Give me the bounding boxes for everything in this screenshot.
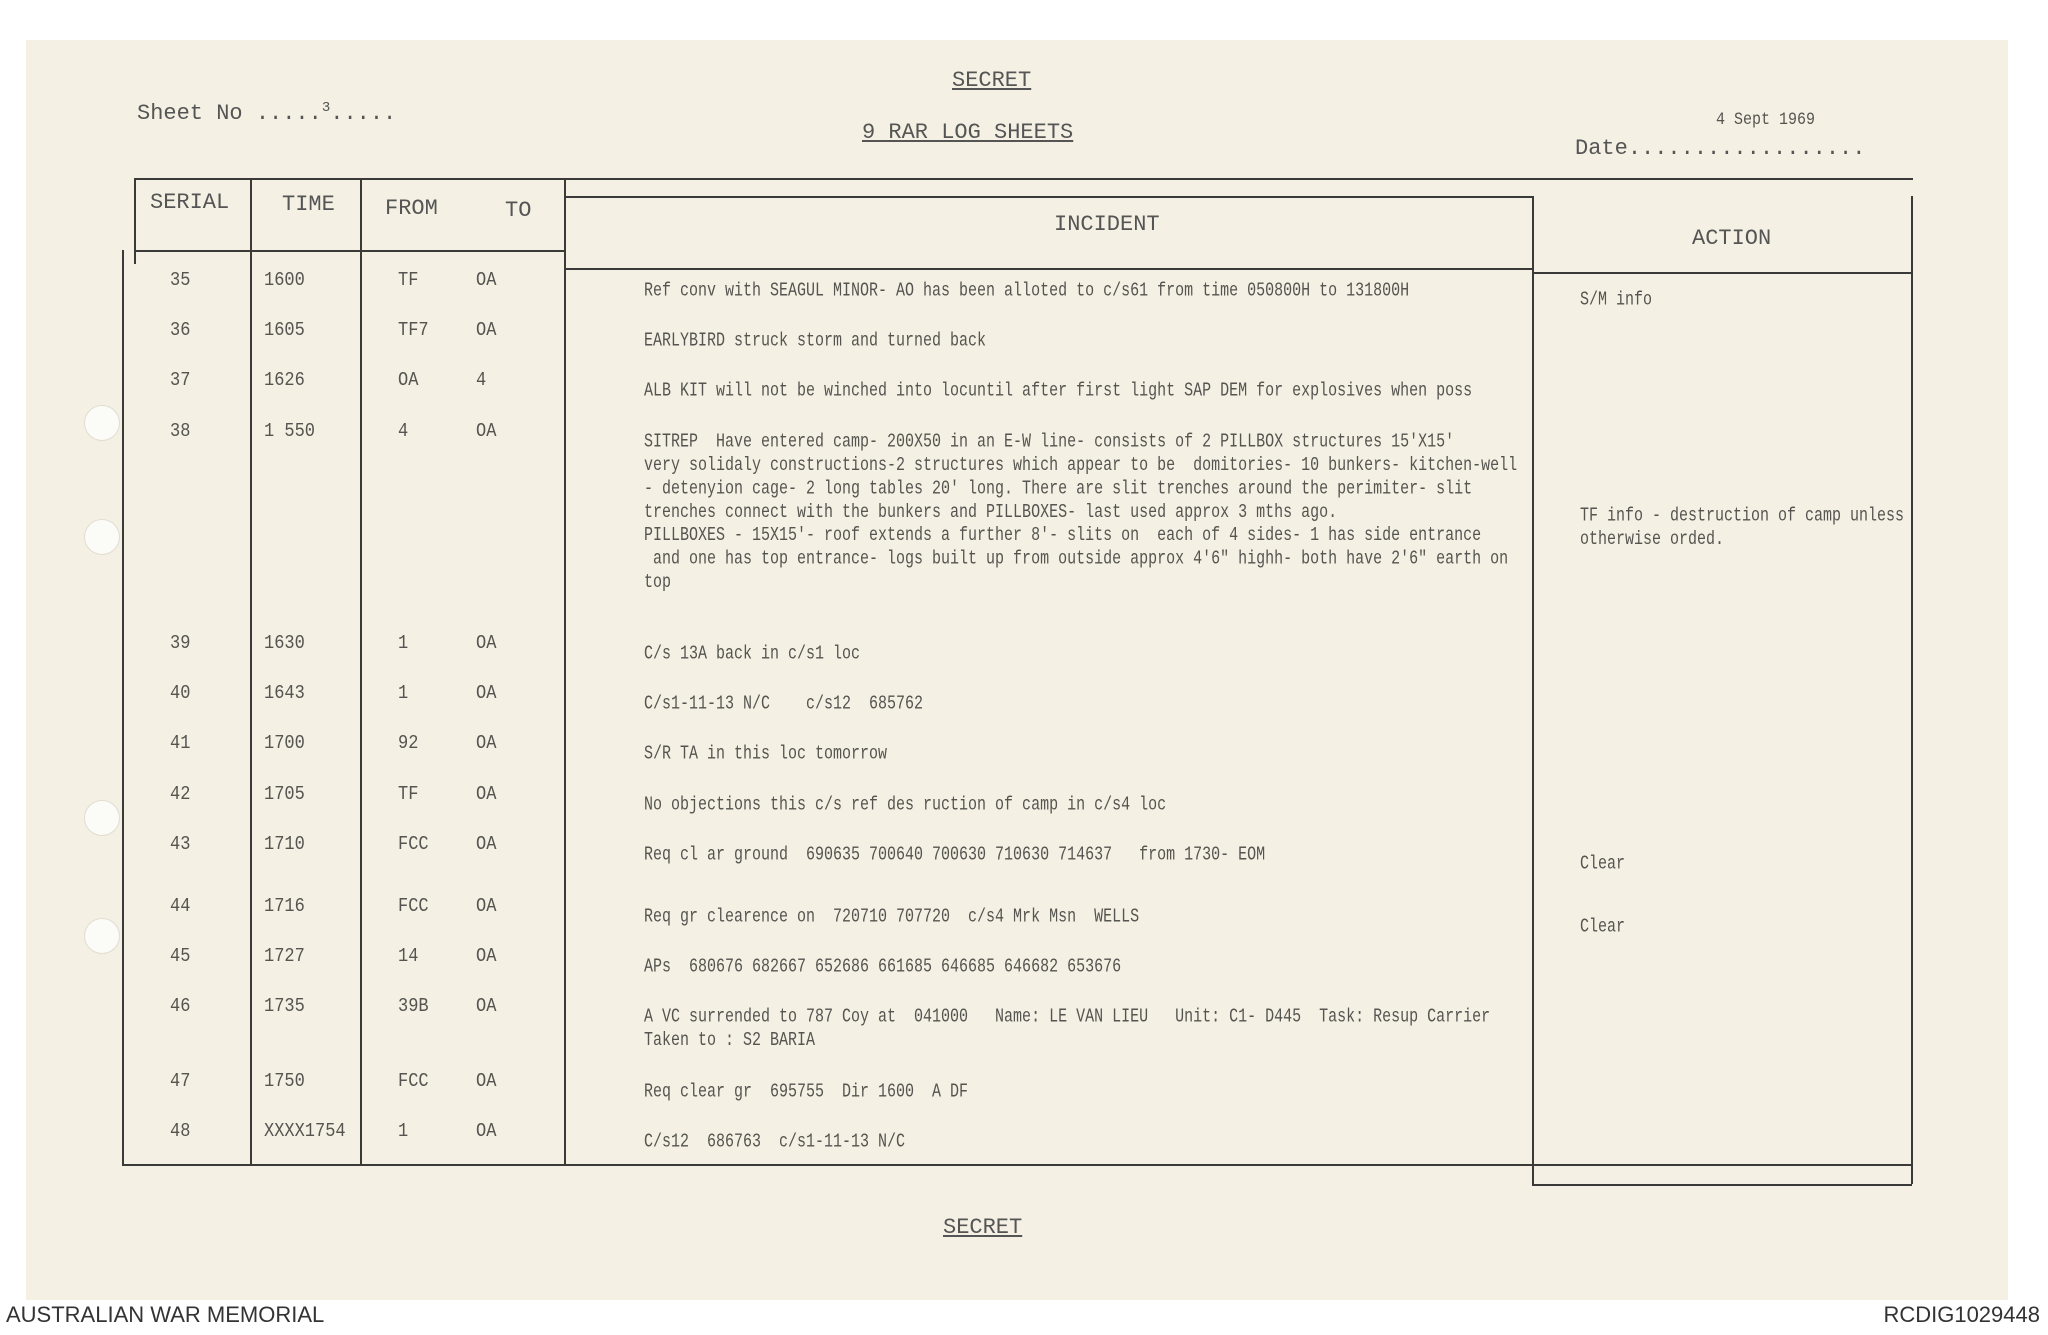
from-cell: FCC — [398, 834, 429, 856]
incident-cell: Ref conv with SEAGUL MINOR- AO has been alloted to c/s61 from time 050800H to 131800H — [644, 280, 1410, 303]
punch-hole — [84, 918, 120, 954]
incident-cell: S/R TA in this loc tomorrow — [644, 743, 888, 766]
col-header-serial: SERIAL — [150, 190, 230, 215]
from-cell: 1 — [398, 633, 409, 655]
incident-cell: Req gr clearence on 720710 707720 c/s4 Mrk Msn WELLS — [644, 906, 1140, 929]
serial-cell: 38 — [170, 421, 191, 443]
time-cell: 1710 — [264, 834, 305, 856]
serial-cell: 35 — [170, 270, 191, 292]
col-header-incident: INCIDENT — [1054, 212, 1160, 237]
time-cell: 1700 — [264, 733, 305, 755]
page-title: 9 RAR LOG SHEETS — [862, 120, 1074, 145]
serial-cell: 41 — [170, 733, 191, 755]
from-cell: FCC — [398, 1071, 429, 1093]
from-cell: 14 — [398, 946, 419, 968]
col-header-action: ACTION — [1692, 226, 1772, 251]
from-cell: 1 — [398, 1121, 409, 1143]
time-cell: 1 550 — [264, 421, 316, 443]
serial-cell: 42 — [170, 784, 191, 806]
archive-name: AUSTRALIAN WAR MEMORIAL — [6, 1302, 325, 1327]
incident-cell: Req clear gr 695755 Dir 1600 A DF — [644, 1081, 969, 1104]
serial-cell: 45 — [170, 946, 191, 968]
incident-cell: No objections this c/s ref des ruction of camp in c/s4 loc — [644, 794, 1167, 817]
to-cell: OA — [476, 784, 497, 806]
archive-id: RCDIG1029448 — [1883, 1302, 2040, 1327]
from-cell: 92 — [398, 733, 419, 755]
to-cell: OA — [476, 996, 497, 1018]
time-cell: 1626 — [264, 370, 305, 392]
to-cell: 4 — [476, 370, 487, 392]
time-cell: 1643 — [264, 683, 305, 705]
to-cell: OA — [476, 320, 497, 342]
time-cell: 1716 — [264, 896, 305, 918]
serial-cell: 37 — [170, 370, 191, 392]
to-cell: OA — [476, 633, 497, 655]
incident-cell: A VC surrended to 787 Coy at 041000 Name: LE VAN LIEU Unit: C1- D445 Task: Resup Carrier Taken to : S2 BARIA — [644, 1006, 1491, 1052]
col-header-to: TO — [505, 198, 532, 223]
to-cell: OA — [476, 896, 497, 918]
punch-hole — [84, 405, 120, 441]
time-cell: 1630 — [264, 633, 305, 655]
time-cell: 1750 — [264, 1071, 305, 1093]
incident-cell: SITREP Have entered camp- 200X50 in an E-W line- consists of 2 PILLBOX structures 15'X15' very solidaly constructions-2 structures which appear to be domitories- 10 bunkers- kitchen-well - detenyion cage- 2 long tables 20' long. There are slit trenches around the perimiter- slit trenches connect with the bunkers and PILLBOXES- last used approx 3 mths ago. PILLBOXES - 15X15'- roof extends a further 8'- slits on each of 4 sides- 1 has side entrance and one has top entrance- logs built up from outside approx 4'6" highh- both have 2'6" earth on top — [644, 431, 1518, 594]
incident-cell: Req cl ar ground 690635 700640 700630 710630 714637 from 1730- EOM — [644, 844, 1266, 867]
time-cell: 1705 — [264, 784, 305, 806]
to-cell: OA — [476, 733, 497, 755]
from-cell: TF7 — [398, 320, 429, 342]
sheet-number — [137, 100, 396, 126]
from-cell: TF — [398, 784, 419, 806]
serial-cell: 40 — [170, 683, 191, 705]
sheet-label: Sheet No — [137, 101, 256, 126]
incident-cell: C/s 13A back in c/s1 loc — [644, 643, 861, 666]
incident-cell: ALB KIT will not be winched into locuntil after first light SAP DEM for explosives when poss — [644, 380, 1473, 403]
serial-cell: 47 — [170, 1071, 191, 1093]
action-cell: S/M info — [1580, 289, 1653, 312]
time-cell: 1600 — [264, 270, 305, 292]
sheet-dots: ..... — [255, 101, 322, 126]
incident-cell: APs 680676 682667 652686 661685 646685 646682 653676 — [644, 956, 1122, 979]
to-cell: OA — [476, 421, 497, 443]
date-dots: .................. — [1627, 136, 1866, 161]
incident-cell: EARLYBIRD struck storm and turned back — [644, 330, 987, 353]
classification-bottom: SECRET — [943, 1215, 1023, 1240]
serial-cell: 36 — [170, 320, 191, 342]
serial-cell: 44 — [170, 896, 191, 918]
col-header-from: FROM — [385, 196, 438, 221]
classification-top: SECRET — [952, 68, 1032, 93]
action-cell: Clear — [1580, 916, 1626, 939]
from-cell: FCC — [398, 896, 429, 918]
to-cell: OA — [476, 270, 497, 292]
date-label: Date — [1575, 136, 1628, 161]
incident-cell: C/s1-11-13 N/C c/s12 685762 — [644, 693, 924, 716]
serial-cell: 39 — [170, 633, 191, 655]
punch-hole — [84, 800, 120, 836]
date-value: 4 Sept 1969 — [1716, 110, 1816, 130]
from-cell: 39B — [398, 996, 429, 1018]
serial-cell: 43 — [170, 834, 191, 856]
incident-cell: C/s12 686763 c/s1-11-13 N/C — [644, 1131, 906, 1154]
punch-hole — [84, 519, 120, 555]
from-cell: TF — [398, 270, 419, 292]
time-cell: 1735 — [264, 996, 305, 1018]
from-cell: 4 — [398, 421, 409, 443]
to-cell: OA — [476, 834, 497, 856]
time-cell: 1727 — [264, 946, 305, 968]
action-cell: Clear — [1580, 853, 1626, 876]
col-header-time: TIME — [282, 192, 335, 217]
time-cell: XXXX1754 — [264, 1121, 346, 1143]
to-cell: OA — [476, 946, 497, 968]
to-cell: OA — [476, 683, 497, 705]
serial-cell: 46 — [170, 996, 191, 1018]
sheet-number-value: 3 — [321, 100, 331, 116]
sheet-dots: ..... — [330, 101, 397, 126]
action-cell: TF info - destruction of camp unless otherwise orded. — [1580, 505, 1905, 551]
to-cell: OA — [476, 1121, 497, 1143]
from-cell: 1 — [398, 683, 409, 705]
to-cell: OA — [476, 1071, 497, 1093]
time-cell: 1605 — [264, 320, 305, 342]
from-cell: OA — [398, 370, 419, 392]
serial-cell: 48 — [170, 1121, 191, 1143]
date-field — [1575, 136, 1865, 161]
